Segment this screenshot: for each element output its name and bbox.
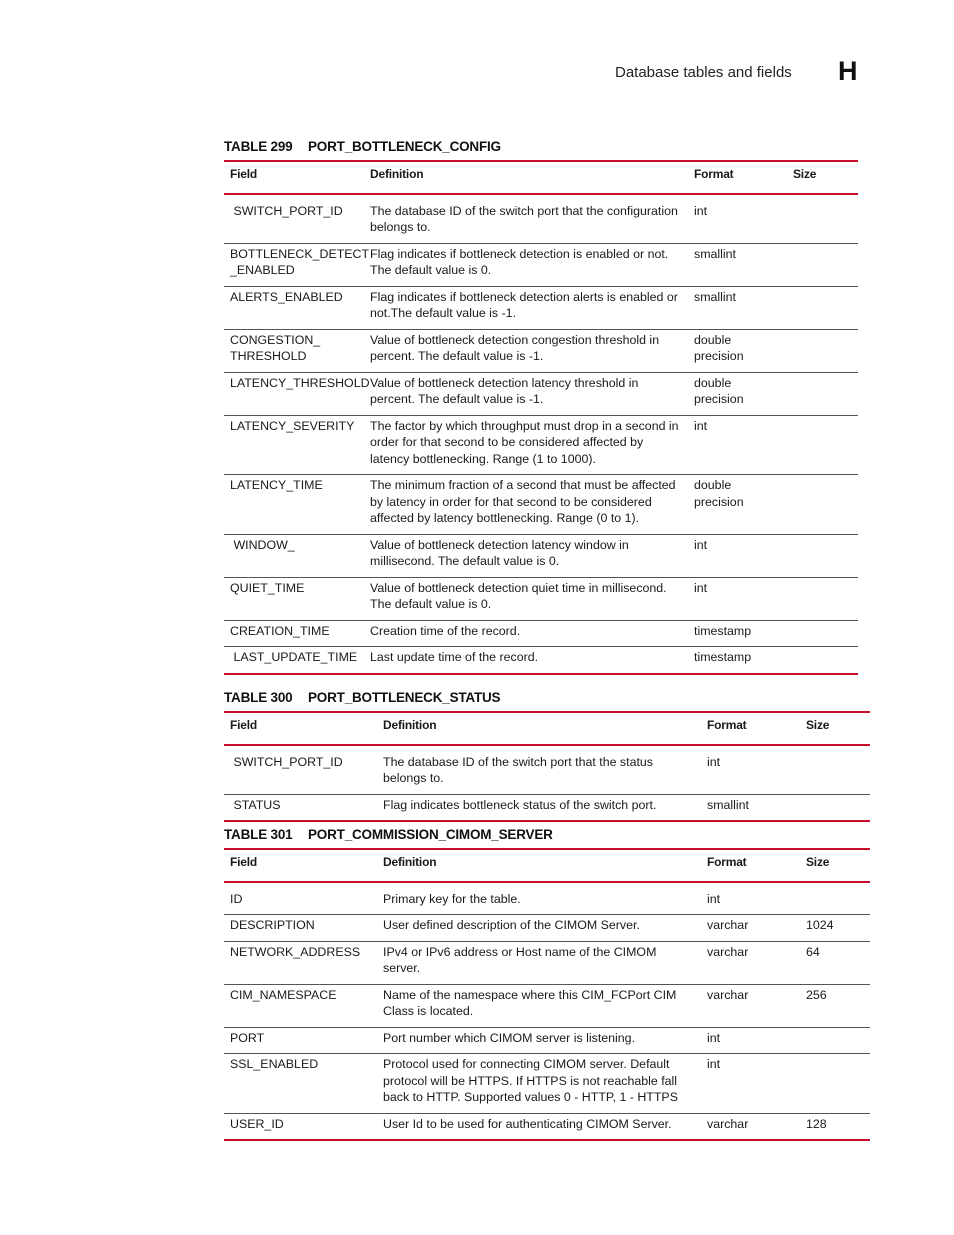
cell-size [800, 1054, 870, 1114]
table-row [224, 372, 858, 415]
cell-field: LAST_UPDATE_TIME [224, 647, 364, 674]
table-port-bottleneck-status [224, 711, 870, 822]
cell-field: STATUS [224, 794, 377, 821]
cell-definition: Port number which CIMOM server is listening. [377, 1027, 701, 1054]
cell-size [787, 577, 858, 620]
column-header-format: Format [707, 718, 747, 732]
cell-format: smallint [701, 794, 800, 821]
column-header-size: Size [806, 855, 830, 869]
cell-field: QUIET_TIME [224, 577, 364, 620]
cell-format: varchar [701, 915, 800, 942]
table-row [224, 647, 858, 674]
cell-definition: Last update time of the record. [364, 647, 688, 674]
table-row [224, 194, 858, 244]
cell-size [787, 415, 858, 475]
table-row [224, 534, 858, 577]
cell-format: int [701, 745, 800, 795]
cell-definition: User Id to be used for authenticating CIMOM Server. [377, 1113, 701, 1140]
cell-format: int [688, 534, 787, 577]
table-row [224, 882, 870, 915]
cell-size [800, 745, 870, 795]
cell-format: int [701, 1054, 800, 1114]
cell-definition: Creation time of the record. [364, 620, 688, 647]
cell-definition: User defined description of the CIMOM Server. [377, 915, 701, 942]
cell-format: varchar [701, 1113, 800, 1140]
table-row [224, 243, 858, 286]
table-name: PORT_COMMISSION_CIMOM_SERVER [308, 827, 553, 842]
cell-field: BOTTLENECK_DETECT _ENABLED [224, 243, 364, 286]
column-header-definition: Definition [383, 855, 437, 869]
cell-field: SSL_ENABLED [224, 1054, 377, 1114]
cell-size [800, 794, 870, 821]
table-row [224, 415, 858, 475]
cell-field: LATENCY_SEVERITY [224, 415, 364, 475]
cell-field: SWITCH_PORT_ID [224, 745, 377, 795]
cell-size: 128 [800, 1113, 870, 1140]
table-row [224, 577, 858, 620]
cell-format: int [701, 882, 800, 915]
cell-definition: IPv4 or IPv6 address or Host name of the CIMOM server. [377, 941, 701, 984]
table-row [224, 620, 858, 647]
cell-format: double precision [688, 475, 787, 535]
table-299-caption [224, 139, 501, 154]
table-name: PORT_BOTTLENECK_STATUS [308, 690, 501, 705]
column-header-field: Field [230, 718, 258, 732]
table-name: PORT_BOTTLENECK_CONFIG [308, 139, 501, 154]
cell-definition: Name of the namespace where this CIM_FCPort CIM Class is located. [377, 984, 701, 1027]
column-header-field: Field [230, 855, 258, 869]
cell-field: PORT [224, 1027, 377, 1054]
cell-size [787, 286, 858, 329]
table-301-caption [224, 827, 553, 842]
cell-size: 1024 [800, 915, 870, 942]
table-row [224, 329, 858, 372]
cell-size [787, 647, 858, 674]
table-row [224, 1113, 870, 1140]
table-row [224, 745, 870, 795]
cell-format: smallint [688, 243, 787, 286]
cell-format: smallint [688, 286, 787, 329]
table-number: TABLE 301 [224, 827, 293, 842]
cell-definition: Flag indicates if bottleneck detection alerts is enabled or not.The default value is -1. [364, 286, 688, 329]
cell-format: int [688, 415, 787, 475]
cell-definition: Primary key for the table. [377, 882, 701, 915]
column-header-definition: Definition [383, 718, 437, 732]
cell-field: LATENCY_TIME [224, 475, 364, 535]
table-row [224, 286, 858, 329]
cell-size [800, 882, 870, 915]
cell-size [787, 194, 858, 244]
cell-size [787, 329, 858, 372]
cell-size: 256 [800, 984, 870, 1027]
column-header-size: Size [793, 167, 817, 181]
cell-format: varchar [701, 984, 800, 1027]
cell-format: double precision [688, 329, 787, 372]
cell-size: 64 [800, 941, 870, 984]
cell-field: USER_ID [224, 1113, 377, 1140]
column-header-format: Format [707, 855, 747, 869]
cell-definition: Value of bottleneck detection congestion threshold in percent. The default value is -1. [364, 329, 688, 372]
cell-field: LATENCY_THRESHOLD [224, 372, 364, 415]
cell-field: WINDOW_ [224, 534, 364, 577]
cell-definition: The factor by which throughput must drop in a second in order for that second to be considered affected by latency bottlenecking. Range (1 to 1000). [364, 415, 688, 475]
column-header-format: Format [694, 167, 734, 181]
cell-definition: The database ID of the switch port that the configuration belongs to. [364, 194, 688, 244]
cell-format: timestamp [688, 620, 787, 647]
cell-size [787, 372, 858, 415]
section-title: Database tables and fields [615, 64, 792, 81]
cell-field: CIM_NAMESPACE [224, 984, 377, 1027]
cell-definition: Value of bottleneck detection quiet time in millisecond. The default value is 0. [364, 577, 688, 620]
column-header-definition: Definition [370, 167, 424, 181]
cell-definition: Value of bottleneck detection latency threshold in percent. The default value is -1. [364, 372, 688, 415]
cell-field: SWITCH_PORT_ID [224, 194, 364, 244]
cell-size [787, 620, 858, 647]
appendix-letter: H [838, 56, 858, 86]
cell-field: CREATION_TIME [224, 620, 364, 647]
table-row [224, 1027, 870, 1054]
table-row [224, 915, 870, 942]
table-row [224, 475, 858, 535]
cell-definition: The database ID of the switch port that the status belongs to. [377, 745, 701, 795]
cell-format: double precision [688, 372, 787, 415]
cell-format: int [688, 577, 787, 620]
cell-size [787, 475, 858, 535]
cell-field: DESCRIPTION [224, 915, 377, 942]
table-row [224, 1054, 870, 1114]
table-port-bottleneck-config [224, 160, 858, 675]
cell-format: timestamp [688, 647, 787, 674]
cell-size [787, 534, 858, 577]
table-header-row [224, 712, 870, 745]
cell-definition: Flag indicates if bottleneck detection is enabled or not. The default value is 0. [364, 243, 688, 286]
cell-field: ALERTS_ENABLED [224, 286, 364, 329]
cell-definition: Value of bottleneck detection latency window in millisecond. The default value is 0. [364, 534, 688, 577]
table-number: TABLE 300 [224, 690, 293, 705]
cell-definition: Protocol used for connecting CIMOM server. Default protocol will be HTTPS. If HTTPS is not reachable fall back to HTTP. Supported values 0 - HTTP, 1 - HTTPS [377, 1054, 701, 1114]
column-header-field: Field [230, 167, 258, 181]
cell-format: varchar [701, 941, 800, 984]
cell-size [800, 1027, 870, 1054]
table-row [224, 794, 870, 821]
table-row [224, 984, 870, 1027]
table-port-commission-cimom-server [224, 848, 870, 1141]
cell-definition: Flag indicates bottleneck status of the switch port. [377, 794, 701, 821]
cell-format: int [688, 194, 787, 244]
cell-size [787, 243, 858, 286]
cell-definition: The minimum fraction of a second that must be affected by latency in order for that second to be considered affected by latency bottlenecking. Range (0 to 1). [364, 475, 688, 535]
table-header-row [224, 161, 858, 194]
column-header-size: Size [806, 718, 830, 732]
table-300-caption [224, 690, 500, 705]
table-number: TABLE 299 [224, 139, 293, 154]
table-header-row [224, 849, 870, 882]
cell-field: ID [224, 882, 377, 915]
cell-field: NETWORK_ADDRESS [224, 941, 377, 984]
cell-field: CONGESTION_ THRESHOLD [224, 329, 364, 372]
table-row [224, 941, 870, 984]
cell-format: int [701, 1027, 800, 1054]
